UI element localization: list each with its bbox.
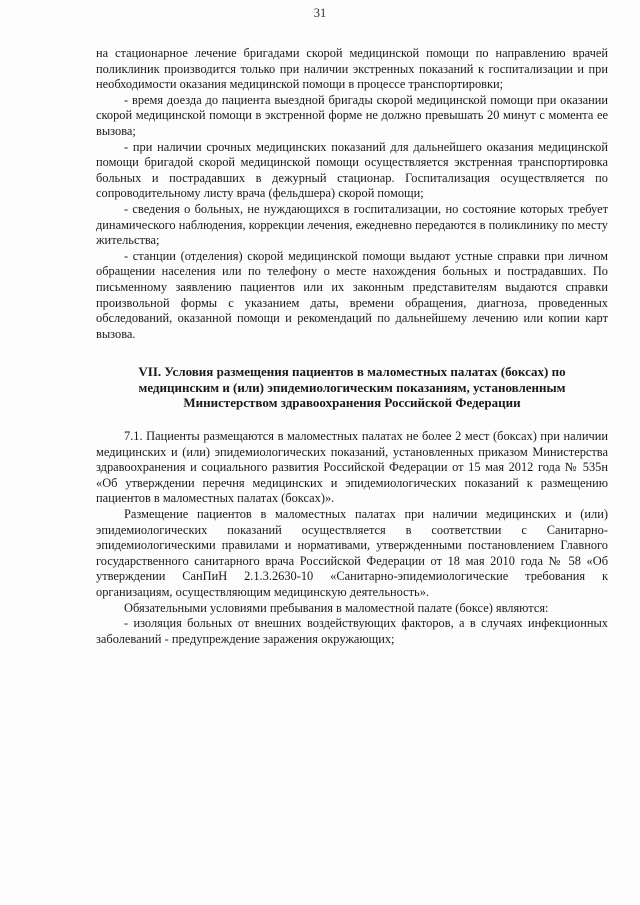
top-paragraphs [96, 46, 608, 342]
paragraph-emergency-transport: - при наличии срочных медицинских показаний для дальнейшего оказания медицинской помощи бригадой скорой медицинской помощи осуществляется экстренная транспортировка больных и пострадавших в дежурный стационар. Госпитализация осуществляется по сопроводительному листу врача (фельдшера) скорой помощи; [96, 139, 608, 201]
paragraph-ambulance-certificates: - станции (отделения) скорой медицинской помощи выдают устные справки при личном обращении населения или по телефону о месте нахождения больных и пострадавших. По письменному заявлению пациентов или их законным представителям выдаются справки произвольной формы с указанием даты, времени обращения, диагноза, проведенных обследований, оказанной помощи и рекомендаций по дальнейшему лечению или копии карт вызова. [96, 248, 608, 341]
paragraph: на стационарное лечение бригадами скорой медицинской помощи по направлению врачей поликлиник производится только при наличии экстренных показаний к госпитализации и при необходимости оказания медицинской помощи в процессе транспортировки; [96, 46, 608, 92]
paragraph-outpatient-followup: - сведения о больных, не нуждающихся в госпитализации, но состояние которых требует динамического наблюдения, коррекции лечения, ежедневно передаются в поликлинику по месту жительства; [96, 201, 608, 248]
paragraph-7-1: 7.1. Пациенты размещаются в маломестных палатах не более 2 мест (боксах) при наличии медицинских и (или) эпидемиологических показаний, установленных приказом Министерства здравоохранения и социального развития Российской Федерации от 15 мая 2012 года № 535н «Об утверждении перечня медицинских и эпидемиологических показаний к размещению пациентов в маломестных палатах (боксах)». [96, 429, 608, 506]
paragraph-sanpin-reference: Размещение пациентов в маломестных палатах при наличии медицинских и (или) эпидемиологических показаний осуществляется в соответствии с Санитарно-эпидемиологическими правилами и нормативами, утвержденными постановлением Главного государственного санитарного врача Российской Федерации от 18 мая 2010 года № 58 «Об утверждении СанПиН 2.1.3.2630-10 «Санитарно-эпидемиологические требования к организациям, осуществляющим медицинскую деятельность». [96, 507, 608, 599]
paragraph-mandatory-conditions: Обязательными условиями пребывания в маломестной палате (боксе) являются: [124, 600, 549, 615]
section-heading: VII. Условия размещения пациентов в маломестных палатах (боксах) по медицинским и (или) эпидемиологическим показаниям, установленным Министерством здравоохранения Российской Федерации [138, 364, 566, 411]
bottom-paragraphs [96, 429, 608, 647]
page-content [96, 46, 608, 647]
page-number: 31 [313, 6, 327, 20]
paragraph-ambulance-arrival-time: - время доезда до пациента выездной бригады скорой медицинской помощи при оказании скорой медицинской помощи в экстренной форме не должно превышать 20 минут с момента ее вызова; [96, 92, 608, 138]
paragraph-isolation: - изоляция больных от внешних воздействующих факторов, а в случаях инфекционных заболеваний - предупреждение заражения окружающих; [96, 616, 608, 646]
